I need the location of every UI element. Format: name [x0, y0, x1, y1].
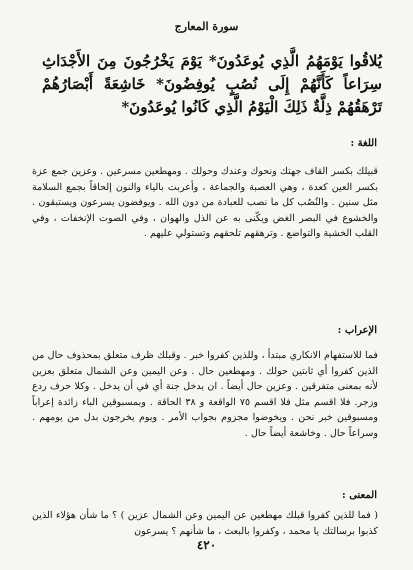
heading-meaning: المعنى : — [342, 490, 377, 501]
page-header: سورة المعارج — [174, 20, 239, 33]
paragraph-language: قبيلك بكسر القاف جهتك ونحوك وعندك وحولك . ومهطعين مسرعين . وعزين جمع عزة بكسر العين كعدة ، وهي العصبة والجماعة ، وأعربت بالياء والنون إلحاقاً بجمع السلامة مثل سنين . والنُصُب كل ما نصب للعبادة من دون الله . ويوفضون يسرعون ويستبقون . والخشوع في البصر الغض ويكّنى به عن الذل والهوان ، وفي الصوت الإنخفات ، وفي القلب الخشية والتواضع . وترهقهم تلحقهم وتستولي عليهم . — [32, 166, 378, 239]
page-number: ٤٢٠ — [196, 538, 217, 552]
heading-grammar: الإعراب : — [337, 325, 377, 336]
quran-verse: يُلاقُوا يَوْمَهُمُ الَّذِي يُوعَدُونَ* يَوْمَ يَخْرُجُونَ مِنَ الأَجْدَاثِ سِرَاعاً كَأَنَّهُمْ إِلَى نُصُبٍ يُوفِضُونَ* خَاشِعَةً أَبْصَارُهُمْ تَرْهَقُهُمْ ذِلَّةٌ ذَلِكَ الْيَوْمُ الَّذِي كَانُوا يُوعَدُونَ* — [42, 52, 382, 116]
paragraph-meaning: ( فما للذين كفروا قبلك مهطعين عن اليمين وعن الشمال عزين ) ؟ ما شأن هؤلاء الذين كذبوا برسالتك يا محمد ، وكفروا بالبعث ، ما شأنهم ؟ يسرعون — [32, 510, 378, 537]
paragraph-grammar: فما للاستفهام الانكاري مبتدأ ، وللذين كفروا خبر . وقبلك ظرف متعلق بمحذوف حال من الذين كفروا أي ثابتين حولك . ومهطعين حال . وعن اليمين وعن الشمال متعلق بعزين لأنه بمعنى متفرقين . وعزين حال أيضاً . ان يدخل جنة أي في أن يدخل . وكلا حرف ردع وزجر. فلا اقسم مثل فلا اقسم ٧٥ الواقعة و ٣٨ الحاقة . وبمسبوقين الباء زائدة إعراباً ومسبوقين خبر نحن . ويخوضوا مجزوم بجواب الأمر . ويوم يخرجون بدل من يومهم . وسراعاً حال . وخاشعة أيضاً حال . — [32, 350, 378, 439]
heading-language: اللغة : — [350, 138, 377, 149]
